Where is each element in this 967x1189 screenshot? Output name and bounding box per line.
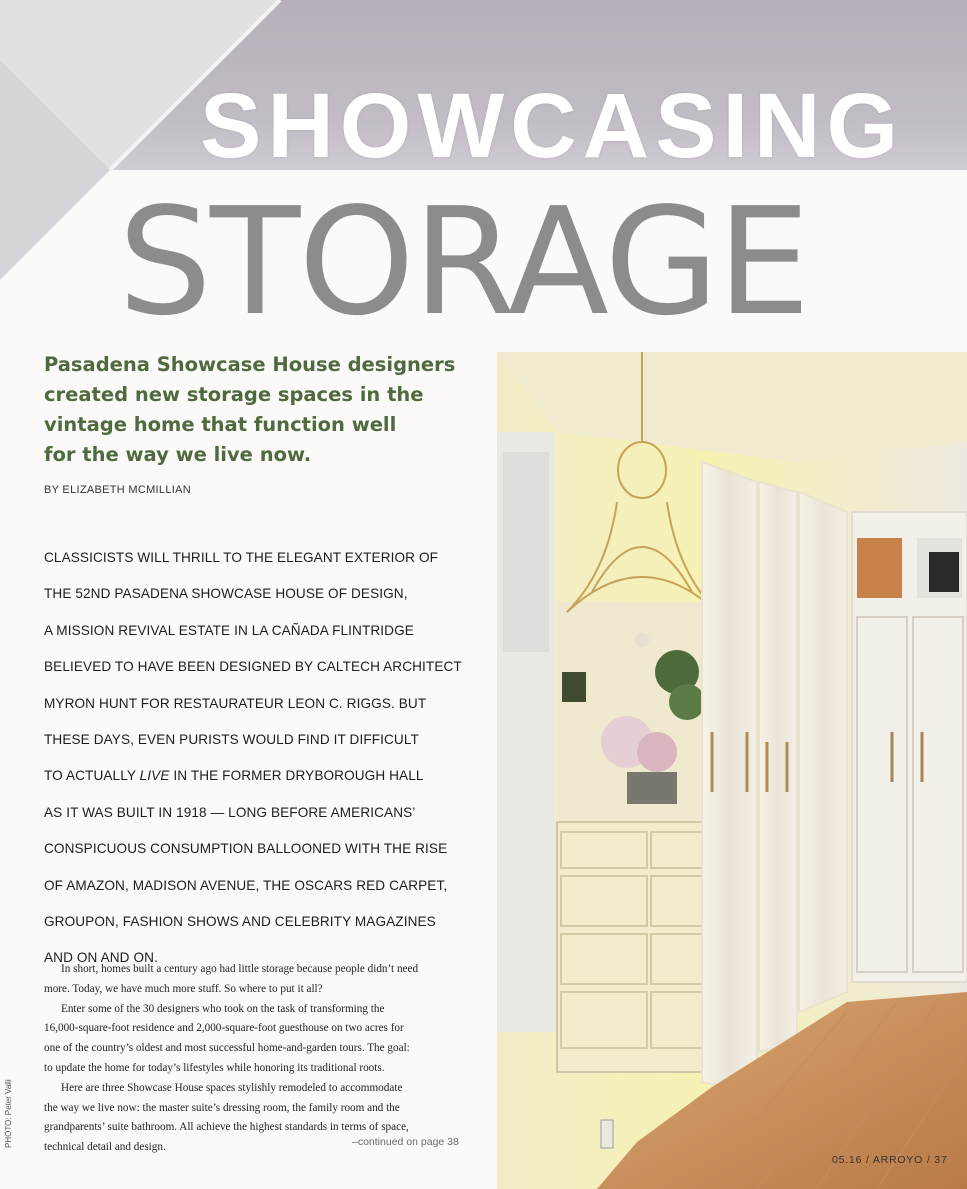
- deck-line: Pasadena Showcase House designers: [44, 353, 456, 376]
- body-line: grandparents’ suite bathroom. All achieve the highest standards in terms of space,: [44, 1121, 409, 1134]
- deck-line: vintage home that function well: [44, 413, 397, 436]
- lede-line: MYRON HUNT FOR RESTAURATEUR LEON C. RIGGS. BUT: [44, 695, 427, 711]
- body-line: Enter some of the 30 designers who took on the task of transforming the: [61, 1002, 385, 1015]
- body-line: more. Today, we have much more stuff. So where to put it all?: [44, 982, 323, 995]
- lede-line: AND ON AND ON.: [44, 950, 158, 966]
- body-line: Here are three Showcase House spaces stylishly remodeled to accommodate: [61, 1081, 403, 1094]
- photo-credit: PHOTO: Peter Valli: [4, 1079, 13, 1148]
- continued-note: –continued on page 38: [352, 1136, 459, 1148]
- headline-line-2: STORAGE: [118, 176, 809, 348]
- body-line: In short, homes built a century ago had little storage because people didn’t need: [61, 963, 419, 975]
- dressing-room-photo: [497, 352, 967, 1189]
- lede-line: CLASSICISTS WILL THRILL TO THE ELEGANT EXTERIOR OF: [44, 550, 439, 565]
- lede-line: THESE DAYS, EVEN PURISTS WOULD FIND IT DIFFICULT: [44, 732, 419, 748]
- lede-line: GROUPON, FASHION SHOWS AND CELEBRITY MAGAZINES: [44, 914, 436, 930]
- lede-line: A MISSION REVIVAL ESTATE IN LA CAÑADA FLINTRIDGE: [44, 622, 414, 638]
- deck-line: for the way we live now.: [44, 443, 312, 466]
- page-folio: 05.16 / ARROYO / 37: [832, 1154, 948, 1166]
- body-line: technical detail and design.: [44, 1141, 166, 1154]
- lede-line: BELIEVED TO HAVE BEEN DESIGNED BY CALTECH ARCHITECT: [44, 659, 462, 675]
- body-line: 16,000-square-foot residence and 2,000-square-foot guesthouse on two acres for: [44, 1022, 404, 1035]
- body-line: the way we live now: the master suite’s dressing room, the family room and the: [44, 1101, 400, 1114]
- headline-line-1: SHOWCASING: [200, 75, 904, 177]
- lede-text: IN THE FORMER DRYBOROUGH HALL: [169, 768, 424, 784]
- lede-text: TO ACTUALLY: [44, 768, 140, 784]
- lede-paragraph: [44, 540, 494, 977]
- deck-line: created new storage spaces in the: [44, 383, 424, 406]
- deck: [44, 350, 484, 470]
- lede-line: CONSPICUOUS CONSUMPTION BALLOONED WITH THE RISE: [44, 841, 448, 857]
- lede-line-emphasis: [44, 758, 494, 794]
- byline: BY ELIZABETH MCMILLIAN: [44, 484, 191, 496]
- lede-emphasis: LIVE: [139, 768, 170, 784]
- body-line: to update the home for today’s lifestyles while honoring its traditional roots.: [44, 1061, 385, 1074]
- lede-line: THE 52ND PASADENA SHOWCASE HOUSE OF DESIGN,: [44, 586, 408, 602]
- body-copy: [44, 960, 489, 1158]
- lede-line: OF AMAZON, MADISON AVENUE, THE OSCARS RED CARPET,: [44, 877, 448, 893]
- body-line: one of the country’s oldest and most successful home-and-garden tours. The goal:: [44, 1042, 410, 1055]
- lede-line: AS IT WAS BUILT IN 1918 — LONG BEFORE AMERICANS’: [44, 804, 416, 820]
